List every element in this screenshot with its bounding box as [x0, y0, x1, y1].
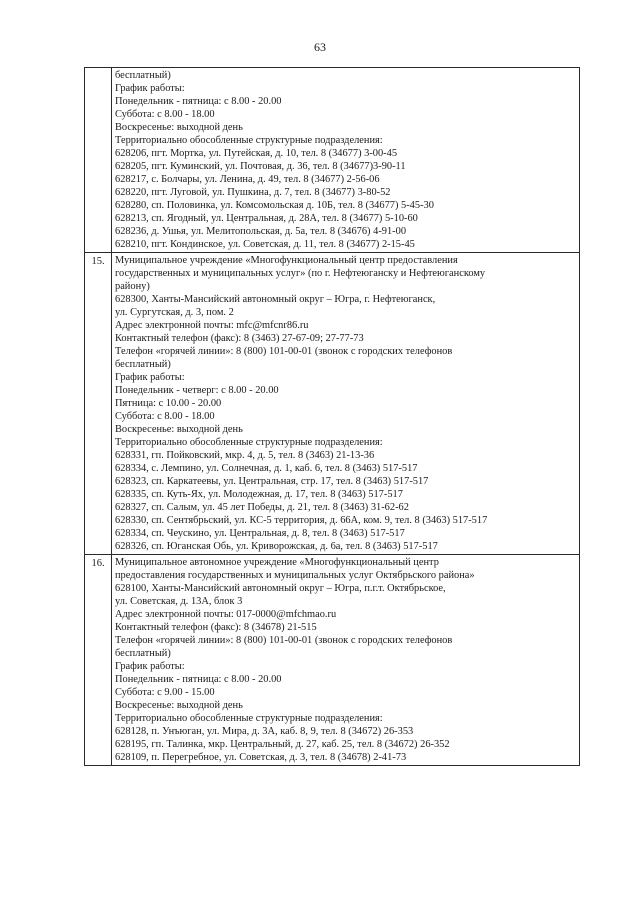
content-line: 628335, сп. Куть-Ях, ул. Молодежная, д. 17, тел. 8 (3463) 517-517 — [115, 489, 403, 500]
content-line: Воскресенье: выходной день — [115, 122, 243, 133]
content-line: бесплатный) — [115, 359, 171, 370]
content-line: предоставления государственных и муниципальных услуг Октябрьского района» — [115, 570, 475, 581]
content-line: 628205, пгт. Куминский, ул. Почтовая, д. 36, тел. 8 (34677)3-90-11 — [115, 161, 406, 172]
content-line: государственных и муниципальных услуг» (по г. Нефтеюганску и Нефтеюганскому — [115, 268, 486, 279]
content-line: 628213, сп. Ягодный, ул. Центральная, д. 28А, тел. 8 (34677) 5-10-60 — [115, 213, 418, 224]
content-line: Контактный телефон (факс): 8 (3463) 27-67-09; 27-77-73 — [115, 333, 364, 344]
content-line: району) — [115, 281, 150, 292]
content-line: 628326, сп. Юганская Обь, ул. Криворожская, д. 6а, тел. 8 (3463) 517-517 — [115, 541, 438, 552]
content-line: Телефон «горячей линии»: 8 (800) 101-00-01 (звонок с городских телефонов — [115, 635, 453, 646]
row-number: 15. — [85, 253, 112, 555]
row-content — [112, 253, 580, 555]
row-number: 16. — [85, 555, 112, 766]
table-row — [85, 555, 580, 766]
content-line: Муниципальное учреждение «Многофункциональный центр предоставления — [115, 255, 458, 266]
row-content — [112, 555, 580, 766]
table-row — [85, 253, 580, 555]
content-line: бесплатный) — [115, 70, 171, 81]
content-line: Территориально обособленные структурные подразделения: — [115, 437, 383, 448]
content-line: 628236, д. Ушья, ул. Мелитопольская, д. 5а, тел. 8 (34676) 4-91-00 — [115, 226, 407, 237]
content-line: Контактный телефон (факс): 8 (34678) 21-515 — [115, 622, 317, 633]
content-line: Понедельник - пятница: с 8.00 - 20.00 — [115, 96, 282, 107]
content-line: Воскресенье: выходной день — [115, 700, 243, 711]
content-line: Суббота: с 8.00 - 18.00 — [115, 109, 215, 120]
content-line: 628206, пгт. Мортка, ул. Путейская, д. 10, тел. 8 (34677) 3-00-45 — [115, 148, 398, 159]
content-line: 628210, пгт. Кондинское, ул. Советская, д. 11, тел. 8 (34677) 2-15-45 — [115, 239, 415, 250]
content-line: Адрес электронной почты: 017-0000@mfchmao.ru — [115, 609, 337, 620]
content-line: 628300, Ханты-Мансийский автономный округ – Югра, г. Нефтеюганск, — [115, 294, 436, 305]
content-line: Воскресенье: выходной день — [115, 424, 243, 435]
table-row — [85, 68, 580, 253]
content-line: 628128, п. Унъюган, ул. Мира, д. 3А, каб. 8, 9, тел. 8 (34672) 26-353 — [115, 726, 414, 737]
institutions-table — [84, 67, 580, 766]
content-line: Муниципальное автономное учреждение «Многофункциональный центр — [115, 557, 439, 568]
content-line: Территориально обособленные структурные подразделения: — [115, 135, 383, 146]
content-line: 628220, пгт. Луговой, ул. Пушкина, д. 7, тел. 8 (34677) 3-80-52 — [115, 187, 391, 198]
content-line: Понедельник - четверг: с 8.00 - 20.00 — [115, 385, 279, 396]
row-content — [112, 68, 580, 253]
table-body — [85, 68, 580, 766]
content-line: Территориально обособленные структурные подразделения: — [115, 713, 383, 724]
content-line: 628334, сп. Чеускино, ул. Центральная, д. 8, тел. 8 (3463) 517-517 — [115, 528, 405, 539]
content-line: Телефон «горячей линии»: 8 (800) 101-00-01 (звонок с городских телефонов — [115, 346, 453, 357]
content-line: График работы: — [115, 372, 185, 383]
content-line: 628195, гп. Талинка, мкр. Центральный, д. 27, каб. 25, тел. 8 (34672) 26-352 — [115, 739, 450, 750]
content-line: График работы: — [115, 661, 185, 672]
content-line: Пятница: с 10.00 - 20.00 — [115, 398, 222, 409]
content-line: 628109, п. Перегребное, ул. Советская, д. 3, тел. 8 (34678) 2-41-73 — [115, 752, 407, 763]
content-line: Суббота: с 8.00 - 18.00 — [115, 411, 215, 422]
content-line: Адрес электронной почты: mfc@mfcnr86.ru — [115, 320, 309, 331]
content-line: 628334, с. Лемпино, ул. Солнечная, д. 1, каб. 6, тел. 8 (3463) 517-517 — [115, 463, 418, 474]
content-line: Суббота: с 9.00 - 15.00 — [115, 687, 215, 698]
page-number: 63 — [314, 40, 326, 54]
content-line: 628331, гп. Пойковский, мкр. 4, д. 5, тел. 8 (3463) 21-13-36 — [115, 450, 375, 461]
row-number — [85, 68, 112, 253]
content-line: ул. Сургутская, д. 3, пом. 2 — [115, 307, 234, 318]
content-line: 628217, с. Болчары, ул. Ленина, д. 49, тел. 8 (34677) 2-56-06 — [115, 174, 380, 185]
content-line: 628280, сп. Половинка, ул. Комсомольская д. 10Б, тел. 8 (34677) 5-45-30 — [115, 200, 434, 211]
content-line: График работы: — [115, 83, 185, 94]
content-line: Понедельник - пятница: с 8.00 - 20.00 — [115, 674, 282, 685]
content-line: 628327, сп. Салым, ул. 45 лет Победы, д. 21, тел. 8 (3463) 31-62-62 — [115, 502, 409, 513]
content-line: 628330, сп. Сентябрьский, ул. КС-5 территория, д. 66А, ком. 9, тел. 8 (3463) 517-517 — [115, 515, 488, 526]
content-line: бесплатный) — [115, 648, 171, 659]
content-line: ул. Советская, д. 13А, блок 3 — [115, 596, 243, 607]
content-line: 628323, сп. Каркатеевы, ул. Центральная, стр. 17, тел. 8 (3463) 517-517 — [115, 476, 429, 487]
content-line: 628100, Ханты-Мансийский автономный округ – Югра, п.г.т. Октябрьское, — [115, 583, 446, 594]
